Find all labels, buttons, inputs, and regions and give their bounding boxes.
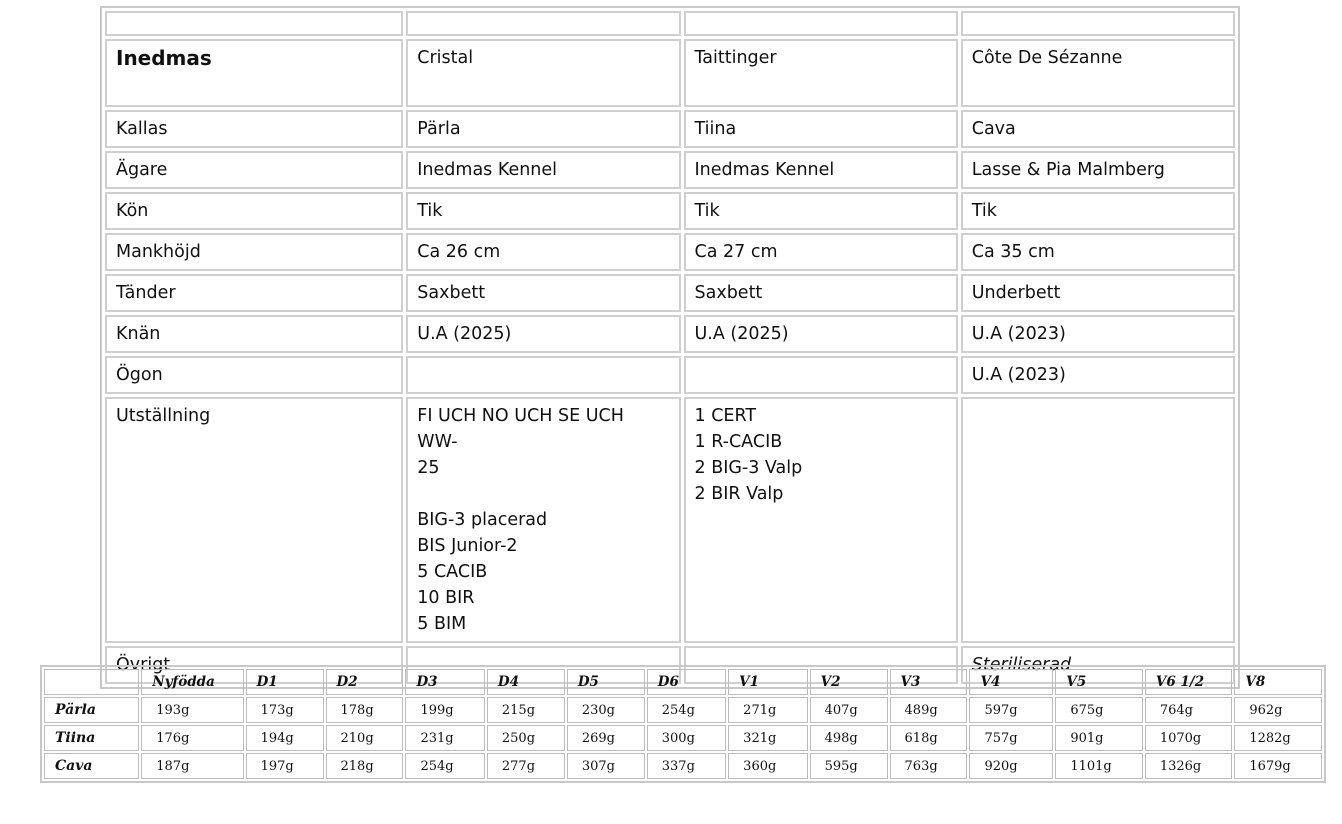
column-header: V1 <box>728 669 807 695</box>
column-header: Nyfödda <box>141 669 243 695</box>
cell-value: Lasse & Pia Malmberg <box>961 151 1235 189</box>
weight-value: 763g <box>890 753 968 779</box>
puppy-name: Cava <box>44 753 139 779</box>
cell-value <box>406 356 680 394</box>
row-label: Kallas <box>105 110 403 148</box>
weight-value: 764g <box>1145 697 1233 723</box>
column-header: D5 <box>567 669 645 695</box>
dog-info-table <box>100 6 1240 689</box>
weight-value: 962g <box>1234 697 1322 723</box>
row-label: Utställning <box>105 397 403 643</box>
weight-value: 277g <box>487 753 565 779</box>
column-header: V6 1/2 <box>1145 669 1233 695</box>
weight-value: 254g <box>647 697 726 723</box>
dog-name-cote: Côte De Sézanne <box>961 39 1235 107</box>
weight-value: 194g <box>246 725 324 751</box>
result-line: BIS Junior-2 <box>417 536 518 556</box>
row-label: Kön <box>105 192 403 230</box>
weight-value: 321g <box>728 725 807 751</box>
weight-value: 1282g <box>1234 725 1322 751</box>
row-kon <box>105 192 1235 230</box>
column-header: V3 <box>890 669 968 695</box>
weight-value: 757g <box>969 725 1053 751</box>
row-agare <box>105 151 1235 189</box>
puppy-name: Tiina <box>44 725 139 751</box>
cell-value: U.A (2023) <box>961 315 1235 353</box>
column-header: D3 <box>405 669 484 695</box>
weight-value: 271g <box>728 697 807 723</box>
row-kallas <box>105 110 1235 148</box>
weight-value: 360g <box>728 753 807 779</box>
weight-value: 173g <box>246 697 324 723</box>
blank-cell <box>105 11 403 36</box>
result-line: 10 BIR <box>417 588 475 608</box>
result-line: 2 BIR Valp <box>694 484 784 504</box>
weight-header-row <box>44 669 1322 695</box>
weight-value: 901g <box>1055 725 1143 751</box>
weight-value: 407g <box>810 697 888 723</box>
puppy-name: Pärla <box>44 697 139 723</box>
weight-value: 187g <box>141 753 243 779</box>
cell-value: Tik <box>684 192 958 230</box>
weight-value: 199g <box>405 697 484 723</box>
weight-value: 307g <box>567 753 645 779</box>
weight-value: 269g <box>567 725 645 751</box>
cell-value: U.A (2025) <box>406 315 680 353</box>
weight-value: 1326g <box>1145 753 1233 779</box>
column-header: V2 <box>810 669 888 695</box>
cell-value: U.A (2025) <box>684 315 958 353</box>
weight-value: 300g <box>647 725 726 751</box>
row-label: Ägare <box>105 151 403 189</box>
weight-value: 498g <box>810 725 888 751</box>
cell-value: Pärla <box>406 110 680 148</box>
weight-value: 250g <box>487 725 565 751</box>
row-knan <box>105 315 1235 353</box>
weight-value: 489g <box>890 697 968 723</box>
weight-value: 231g <box>405 725 484 751</box>
cell-value: Tik <box>961 192 1235 230</box>
row-tander <box>105 274 1235 312</box>
cell-value: Steriliserad <box>961 646 1235 684</box>
column-header: D4 <box>487 669 565 695</box>
weight-value: 920g <box>969 753 1053 779</box>
cell-value: Tiina <box>684 110 958 148</box>
weight-value: 595g <box>810 753 888 779</box>
exhibition-taittinger <box>684 397 958 643</box>
result-line: 1 CERT <box>694 406 757 426</box>
weight-value: 178g <box>326 697 404 723</box>
weight-value: 1679g <box>1234 753 1322 779</box>
blank-cell <box>684 11 958 36</box>
row-ogon <box>105 356 1235 394</box>
column-header: D6 <box>647 669 726 695</box>
result-line: 5 BIM <box>417 614 467 634</box>
result-line: BIG-3 placerad <box>417 510 548 530</box>
weight-value: 1101g <box>1055 753 1143 779</box>
weight-value: 215g <box>487 697 565 723</box>
column-header: D2 <box>326 669 404 695</box>
corner-cell <box>44 669 139 695</box>
cell-value: Saxbett <box>684 274 958 312</box>
weight-row <box>44 697 1322 723</box>
header-row <box>105 39 1235 107</box>
title-line: FI UCH NO UCH SE UCH WW- <box>417 406 624 452</box>
blank-cell <box>406 11 680 36</box>
cell-value: Ca 35 cm <box>961 233 1235 271</box>
weight-row <box>44 753 1322 779</box>
row-label: Ögon <box>105 356 403 394</box>
weight-value: 193g <box>141 697 243 723</box>
weight-value: 176g <box>141 725 243 751</box>
row-label: Knän <box>105 315 403 353</box>
cell-value: Cava <box>961 110 1235 148</box>
cell-value: Ca 27 cm <box>684 233 958 271</box>
weight-value: 254g <box>405 753 484 779</box>
cell-value: Inedmas Kennel <box>406 151 680 189</box>
column-header: V4 <box>969 669 1053 695</box>
result-line: 5 CACIB <box>417 562 488 582</box>
row-label: Mankhöjd <box>105 233 403 271</box>
column-header: V8 <box>1234 669 1322 695</box>
result-line: 2 BIG-3 Valp <box>694 458 803 478</box>
weight-value: 230g <box>567 697 645 723</box>
dog-name-taittinger: Taittinger <box>684 39 958 107</box>
row-utstallning <box>105 397 1235 643</box>
blank-row <box>105 11 1235 36</box>
column-header: D1 <box>246 669 324 695</box>
weight-row <box>44 725 1322 751</box>
result-line: 1 R-CACIB <box>694 432 783 452</box>
cell-value: Saxbett <box>406 274 680 312</box>
blank-cell <box>961 11 1235 36</box>
title-line: 25 <box>417 458 440 478</box>
exhibition-cote <box>961 397 1235 643</box>
spacer <box>417 481 669 507</box>
exhibition-cristal <box>406 397 680 643</box>
cell-value: Tik <box>406 192 680 230</box>
weight-value: 218g <box>326 753 404 779</box>
weight-value: 210g <box>326 725 404 751</box>
weight-table <box>40 665 1326 783</box>
cell-value: U.A (2023) <box>961 356 1235 394</box>
cell-value: Inedmas Kennel <box>684 151 958 189</box>
row-label: Tänder <box>105 274 403 312</box>
row-mankhojd <box>105 233 1235 271</box>
cell-value: Underbett <box>961 274 1235 312</box>
weight-value: 1070g <box>1145 725 1233 751</box>
weight-value: 337g <box>647 753 726 779</box>
dog-name-cristal: Cristal <box>406 39 680 107</box>
cell-value: Ca 26 cm <box>406 233 680 271</box>
weight-value: 675g <box>1055 697 1143 723</box>
weight-value: 597g <box>969 697 1053 723</box>
weight-value: 197g <box>246 753 324 779</box>
weight-body <box>44 697 1322 779</box>
weight-value: 618g <box>890 725 968 751</box>
cell-value <box>684 356 958 394</box>
row-label: Övrigt <box>105 646 403 684</box>
column-header: V5 <box>1055 669 1143 695</box>
kennel-name: Inedmas <box>105 39 403 107</box>
